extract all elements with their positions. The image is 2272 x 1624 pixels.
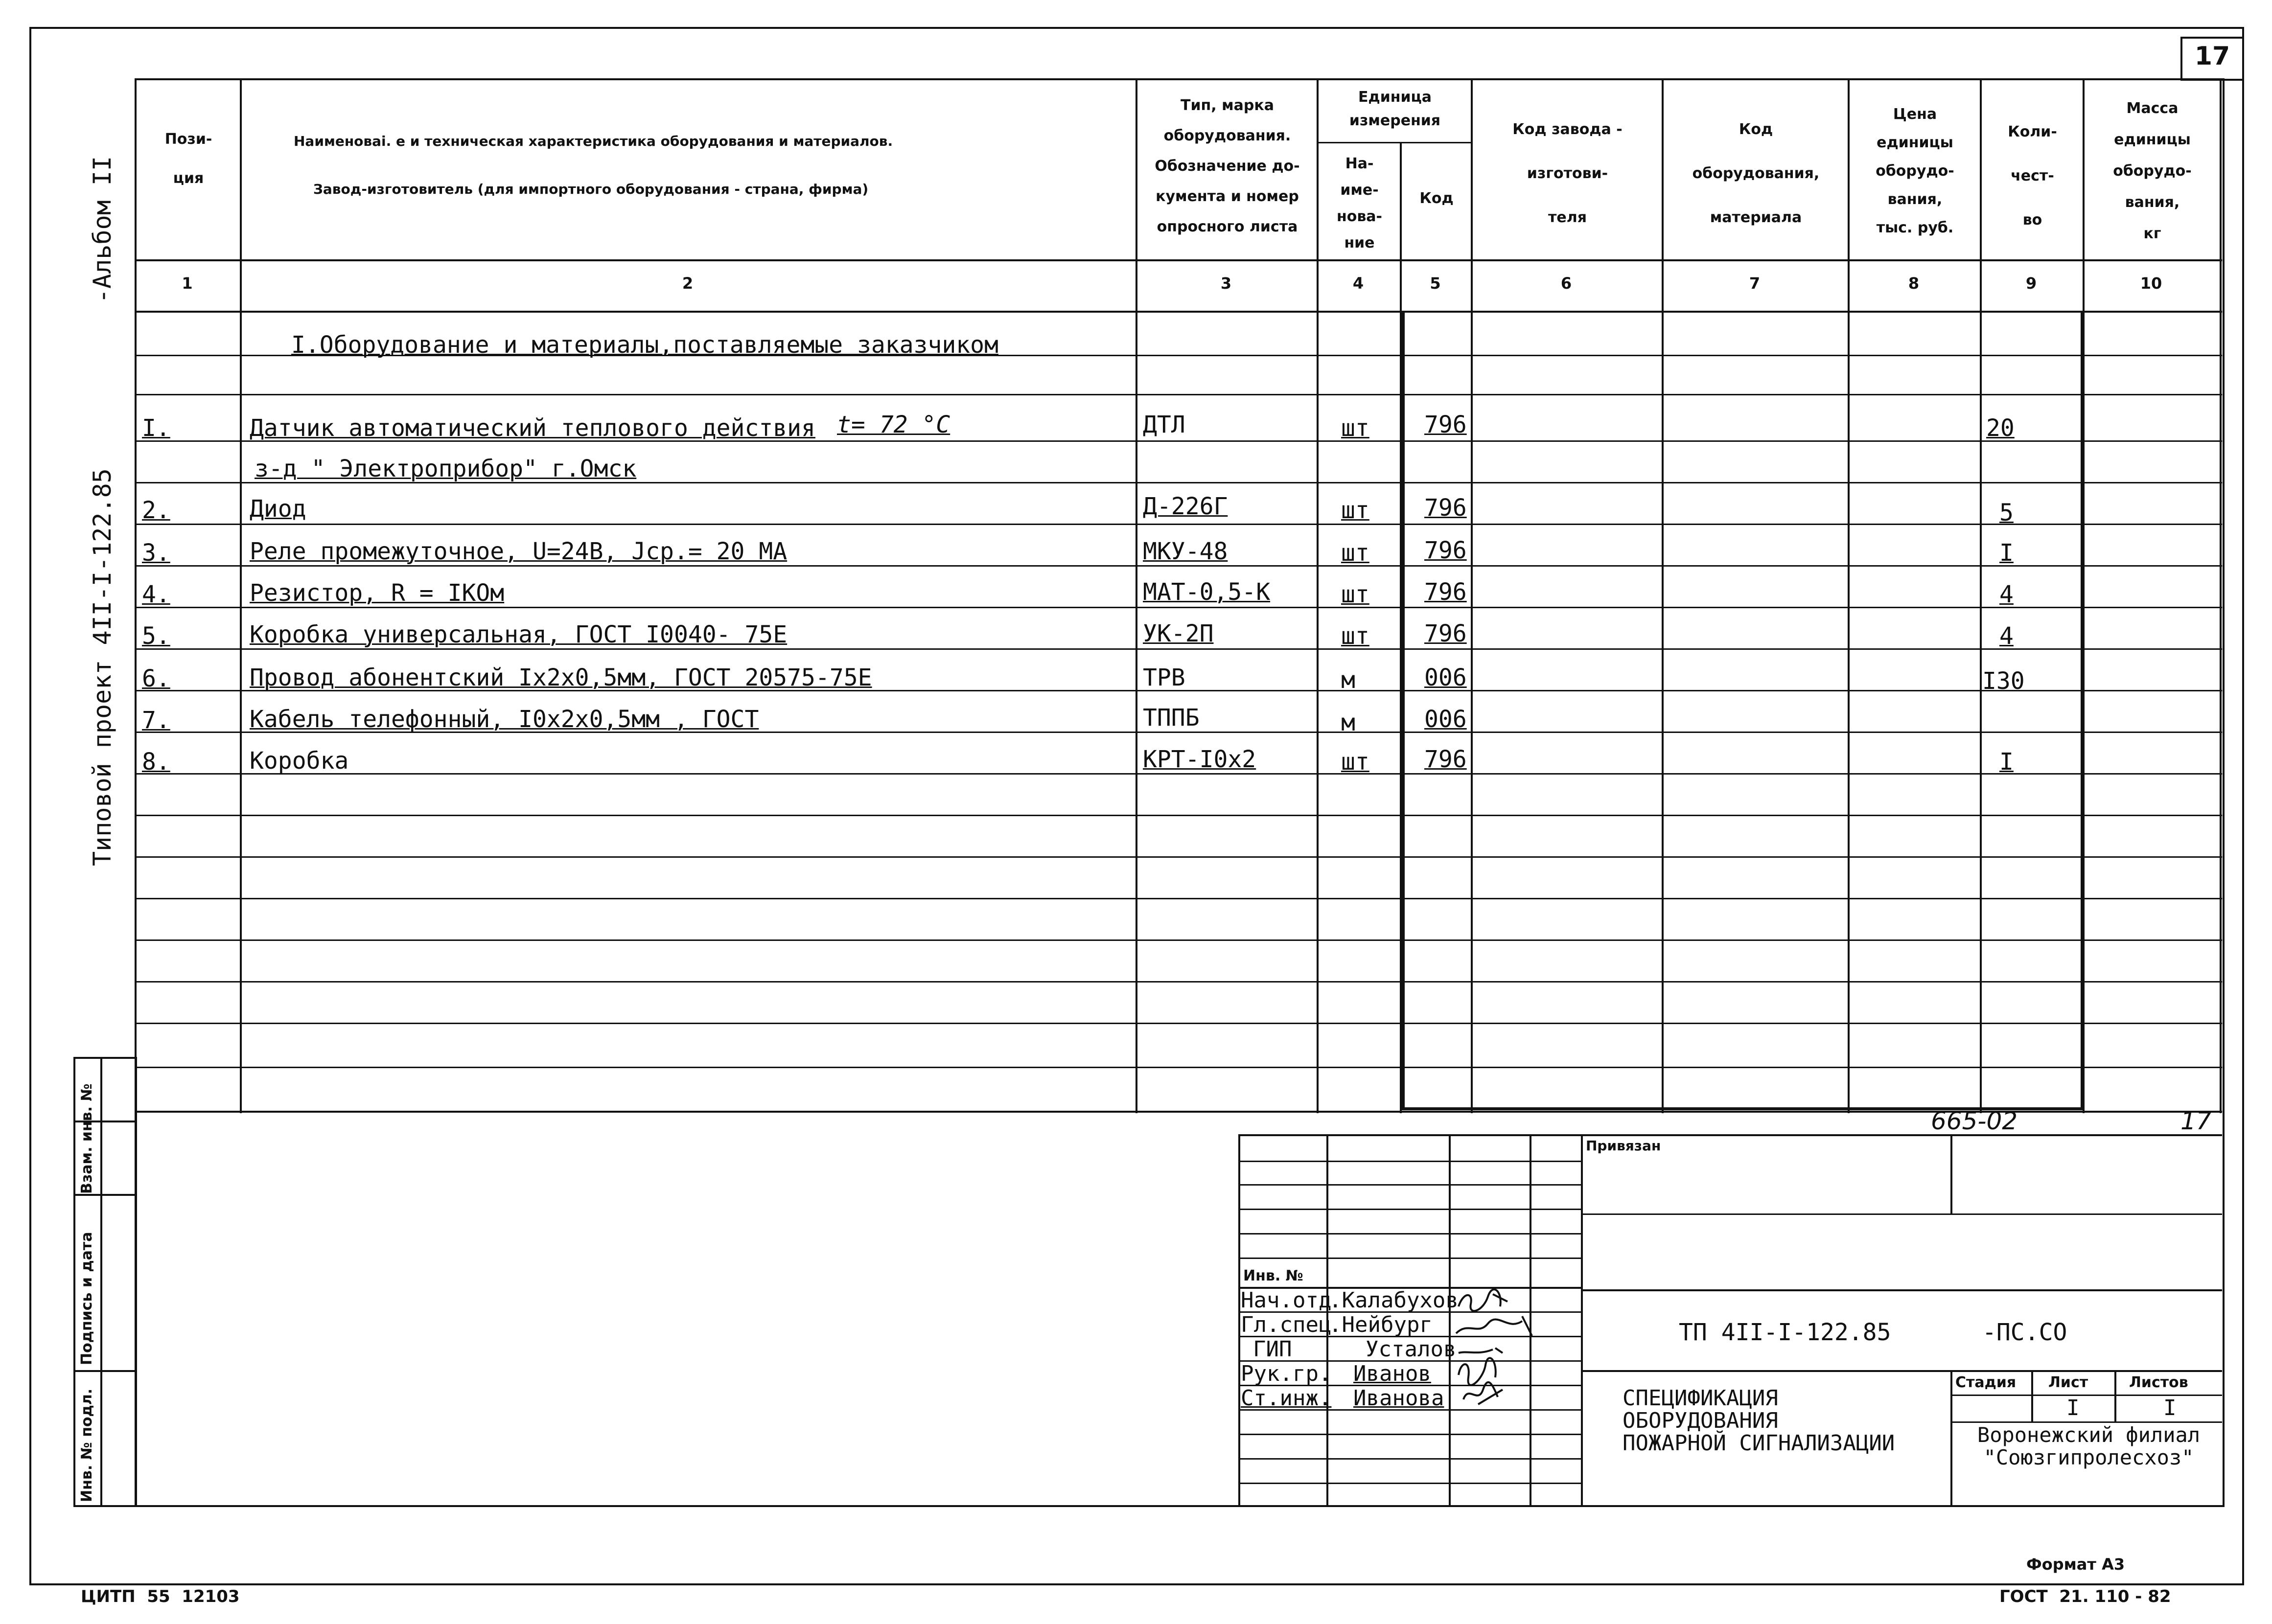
inv-podl-label: Инв. № подл. [78,1388,95,1502]
row-qty: 5 [1999,499,2014,526]
header-pos: Пози- ция [164,131,212,187]
row-code: 796 [1424,494,1467,522]
row-qty: I [1999,748,2014,776]
row-code: 006 [1424,706,1467,733]
header-unit-group: Единица измерения [1349,89,1441,129]
colnum-8: 8 [1908,274,1920,293]
row-pos: 8. [142,748,170,776]
row-type: МАТ-0,5-К [1143,578,1271,606]
name-ruk-gr: Иванов [1353,1361,1431,1386]
colnum-3: 3 [1220,274,1232,293]
section-title: I.Оборудование и материалы,поставляемые заказчиком [291,331,998,359]
sheet-value: I [2066,1395,2080,1420]
role-gl-spec: Гл.спец [1241,1312,1332,1337]
name-gip: Усталов [1366,1337,1457,1362]
header-unit-name: На- име- нова- ние [1336,155,1383,252]
row-name: Коробка универсальная, ГОСТ I0040- 75Е [250,621,788,648]
header-plant-code: Код завода - изготови- теля [1512,121,1623,226]
row-pos: 6. [142,665,170,692]
colnum-9: 9 [2025,274,2037,293]
row-pos: 4. [142,581,170,608]
header-type: Тип, марка оборудования. Обозначение до- кумента и номер опросного листа [1155,97,1300,235]
row-type: Д-226Г [1143,493,1228,520]
row-code: 006 [1424,664,1467,691]
row-code: 796 [1424,578,1467,606]
row-pos: 7. [142,707,170,734]
row-code: 796 [1424,411,1467,438]
row-name: Коробка [250,747,349,775]
row-pos: 3. [142,539,170,567]
drawing-frame [135,78,2225,1507]
row-type: КРТ-I0х2 [1143,746,1256,773]
row-code: 796 [1424,746,1467,773]
row-unit: м [1341,709,1355,736]
row-qty: 20 [1986,414,2015,442]
row-qty: I30 [1982,667,2025,695]
colnum-5: 5 [1430,274,1441,293]
format-label: Формат А3 [2026,1555,2125,1574]
colnum-1: 1 [182,274,193,293]
order-number: 665-02 [1931,1107,2018,1135]
sheet-number: 17 [2194,42,2230,71]
name-gl-spec: .Нейбург [1329,1312,1433,1337]
row-unit: шт [1341,748,1369,776]
row-pos: 5. [142,622,170,650]
row-qty: I [1999,539,2014,567]
role-st-inzh: Ст.инж. [1241,1386,1332,1411]
row-qty: 4 [1999,622,2014,650]
vzam-inv-label: Взам. инв. № [78,1083,95,1194]
podpis-data-label: Подпись и дата [78,1232,95,1365]
footer-gost: ГОСТ 21. 110 - 82 [1999,1587,2171,1606]
row-pos: I. [142,414,170,442]
header-unit-code: Код [1419,190,1454,207]
colnum-2: 2 [682,274,694,293]
row-name: Диод [250,495,306,523]
colnum-7: 7 [1749,274,1761,293]
row-code: 796 [1424,620,1467,647]
doc-suffix: -ПС.СО [1982,1319,2067,1346]
row-type: ДТЛ [1143,411,1185,438]
name-nach-otd: .Калабухов [1329,1288,1459,1313]
inv-no-label: Инв. № [1243,1267,1303,1284]
row-qty: 4 [1999,581,2014,608]
row-unit: шт [1341,497,1369,524]
row-type: УК-2П [1143,620,1214,647]
row-type: ТРВ [1143,664,1185,691]
sheet-label: Лист [2048,1374,2088,1391]
row-unit: шт [1341,581,1369,608]
row-unit: шт [1341,539,1369,567]
signatures [1449,1287,1581,1419]
project-label: Типовой проект 4II-I-122.85 [88,468,116,866]
row-code: 796 [1424,537,1467,564]
page-ref: 17 [2180,1107,2212,1135]
organization: Воронежский филиал "Союзгипролесхоз" [1977,1423,2201,1469]
row-unit: шт [1341,622,1369,650]
row-type: МКУ-48 [1143,538,1228,565]
row-unit: шт [1341,414,1369,442]
row-name: Резистор, R = IКОм [250,579,505,607]
doc-code: ТП 4II-I-122.85 [1679,1319,1891,1346]
header-equipment-code: Код оборудования, материала [1692,121,1820,226]
name-st-inzh: Иванова [1353,1386,1444,1411]
colnum-4: 4 [1352,274,1364,293]
colnum-6: 6 [1560,274,1572,293]
album-label: -Альбом II [88,156,116,303]
row-name: Кабель телефонный, I0х2х0,5мм , ГОСТ [250,706,759,733]
colnum-10: 10 [2140,274,2162,293]
header-qty: Коли- чест- во [2008,123,2057,229]
role-nach-otd: Нач.отд [1241,1288,1332,1313]
row-name-extra: t= 72 °С [837,411,951,438]
stage-label: Стадия [1955,1374,2017,1391]
header-name-line2: Завод-изготовитель (для импортного оборудования - страна, фирма) [313,181,869,197]
row-unit: м [1341,666,1355,694]
privyazan-label: Привязан [1586,1138,1661,1154]
row-name: з-д " Электроприбор" г.Омск [255,455,637,482]
role-gip: ГИП [1253,1337,1292,1362]
row-pos: 2. [142,497,170,524]
header-mass: Масса единицы оборудо- вания, кг [2113,100,2192,242]
header-price: Цена единицы оборудо- вания, тыс. руб. [1876,106,1954,236]
row-name: Провод абонентский Iх2х0,5мм, ГОСТ 20575-75Е [250,664,872,691]
sheets-label: Листов [2129,1374,2188,1391]
row-type: ТППБ [1143,704,1200,732]
sheets-value: I [2163,1395,2177,1420]
role-ruk-gr: Рук.гр. [1241,1361,1332,1386]
row-name: Датчик автоматический теплового действия [250,414,815,442]
doc-title: СПЕЦИФИКАЦИЯ ОБОРУДОВАНИЯ ПОЖАРНОЙ СИГНАЛИЗАЦИИ [1623,1386,1895,1456]
row-name: Реле промежуточное, U=24В, Jср.= 20 МА [250,538,788,565]
footer-left-code: ЦИТП 55 12103 [81,1587,240,1606]
header-name-line1: Наименоваі. е и техническая характеристика оборудования и материалов. [294,133,893,149]
